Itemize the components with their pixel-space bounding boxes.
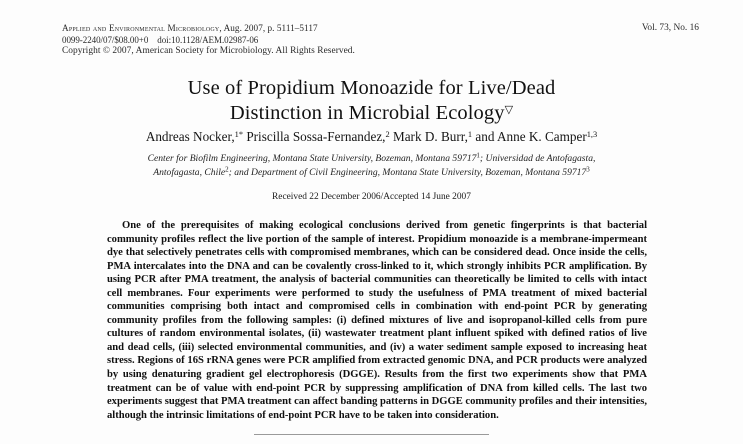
author-name: Anne K. Camper xyxy=(496,129,587,144)
affiliation-1-tail: ; Universidad de Antofagasta, xyxy=(479,153,596,164)
open-access-marker-icon: ▽ xyxy=(504,103,514,116)
affiliation-2-text: Antofagasta, Chile xyxy=(153,166,226,178)
corresponding-author-marker: * xyxy=(238,129,244,139)
affiliation-line-1 xyxy=(70,152,673,166)
affiliation-line-2 xyxy=(70,166,673,180)
author-affiliation-marker: 1,3 xyxy=(586,129,598,139)
footer-divider xyxy=(254,434,489,435)
abstract-text xyxy=(107,219,647,422)
affiliation-1-marker: 1 xyxy=(476,151,480,160)
title-line-2-text: Distinction in Microbial Ecology xyxy=(229,102,505,124)
affiliation-list xyxy=(70,152,673,179)
affiliation-2-tail: ; and Department of Civil Engineering, Montana State University, Bozeman, Montana 59717 xyxy=(228,166,587,178)
volume-issue-label: Vol. 73, No. 16 xyxy=(641,23,699,33)
received-accepted-line: Received 22 December 2006/Accepted 14 June 2007 xyxy=(272,192,471,202)
author-separator: and xyxy=(472,129,497,144)
journal-issue-line: , Aug. 2007, p. 5111–5117 xyxy=(219,23,318,33)
affiliation-2-marker: 2 xyxy=(225,165,229,174)
affiliation-1-text: Center for Biofilm Engineering, Montana State University, Bozeman, Montana 59717 xyxy=(147,153,477,164)
affiliation-3-marker: 3 xyxy=(586,165,590,174)
title-line-1: Use of Propidium Monoazide for Live/Dead xyxy=(187,77,556,99)
masthead-left-block xyxy=(62,23,355,58)
masthead-row xyxy=(62,23,699,58)
title-line-2 xyxy=(90,101,653,126)
journal-name: Applied and Environmental Microbiology xyxy=(62,23,220,33)
author-affiliation-marker: 2 xyxy=(385,129,390,139)
author-list xyxy=(60,128,683,145)
abstract-body: One of the prerequisites of making ecological conclusions derived from genetic fingerprints is that bacterial community profiles reflect the live portion of the sample of interest. Propidium monoazide is a membrane-impermeant dye that selectively penetrates cells with compromised membranes, which can be considered dead. Once inside the cells, PMA intercalates into the DNA and can be covalently cross-linked to it, which strongly inhibits PCR amplification. By using PCR after PMA treatment, the analysis of bacterial communities can theoretically be limited to cells with intact cell membranes. Four experiments were performed to study the usefulness of PMA treatment of mixed bacterial communities comprising both intact and compromised cells in combination with end-point PCR by generating community profiles from the following samples: (i) defined mixtures of live and isopropanol-killed cells from pure cultures of random environmental isolates, (ii) wastewater treatment plant influent spiked with defined ratios of live and dead cells, (iii) selected environmental communities, and (iv) a water sediment sample exposed to increasing heat stress. Regions of 16S rRNA genes were PCR amplified from extracted genomic DNA, and PCR products were analyzed by using denaturing gradient gel electrophoresis (DGGE). Results from the first two experiments show that PMA treatment can be of value with end-point PCR by suppressing amplification of DNA from killed cells. The last two experiments suggest that PMA treatment can affect banding patterns in DGGE community profiles and their intensities, although the intrinsic limitations of end-point PCR have to be taken into consideration. xyxy=(107,220,647,421)
issn-doi-line xyxy=(62,35,355,47)
copyright-line: Copyright © 2007, American Society for Microbiology. All Rights Reserved. xyxy=(62,46,355,57)
author-name: Andreas Nocker, xyxy=(145,129,235,144)
author-affiliation-marker: 1 xyxy=(234,129,239,139)
journal-masthead xyxy=(62,23,699,58)
journal-citation-line xyxy=(62,23,355,35)
page-title xyxy=(90,76,653,126)
author-name: Mark D. Burr, xyxy=(392,129,468,144)
author-affiliation-marker: 1 xyxy=(467,129,473,139)
issn-text: 0099-2240/07/$08.00+0 xyxy=(62,34,149,45)
author-name: Priscilla Sossa-Fernandez, xyxy=(246,129,386,144)
doi-text: doi:10.1128/AEM.02987-06 xyxy=(157,34,259,45)
